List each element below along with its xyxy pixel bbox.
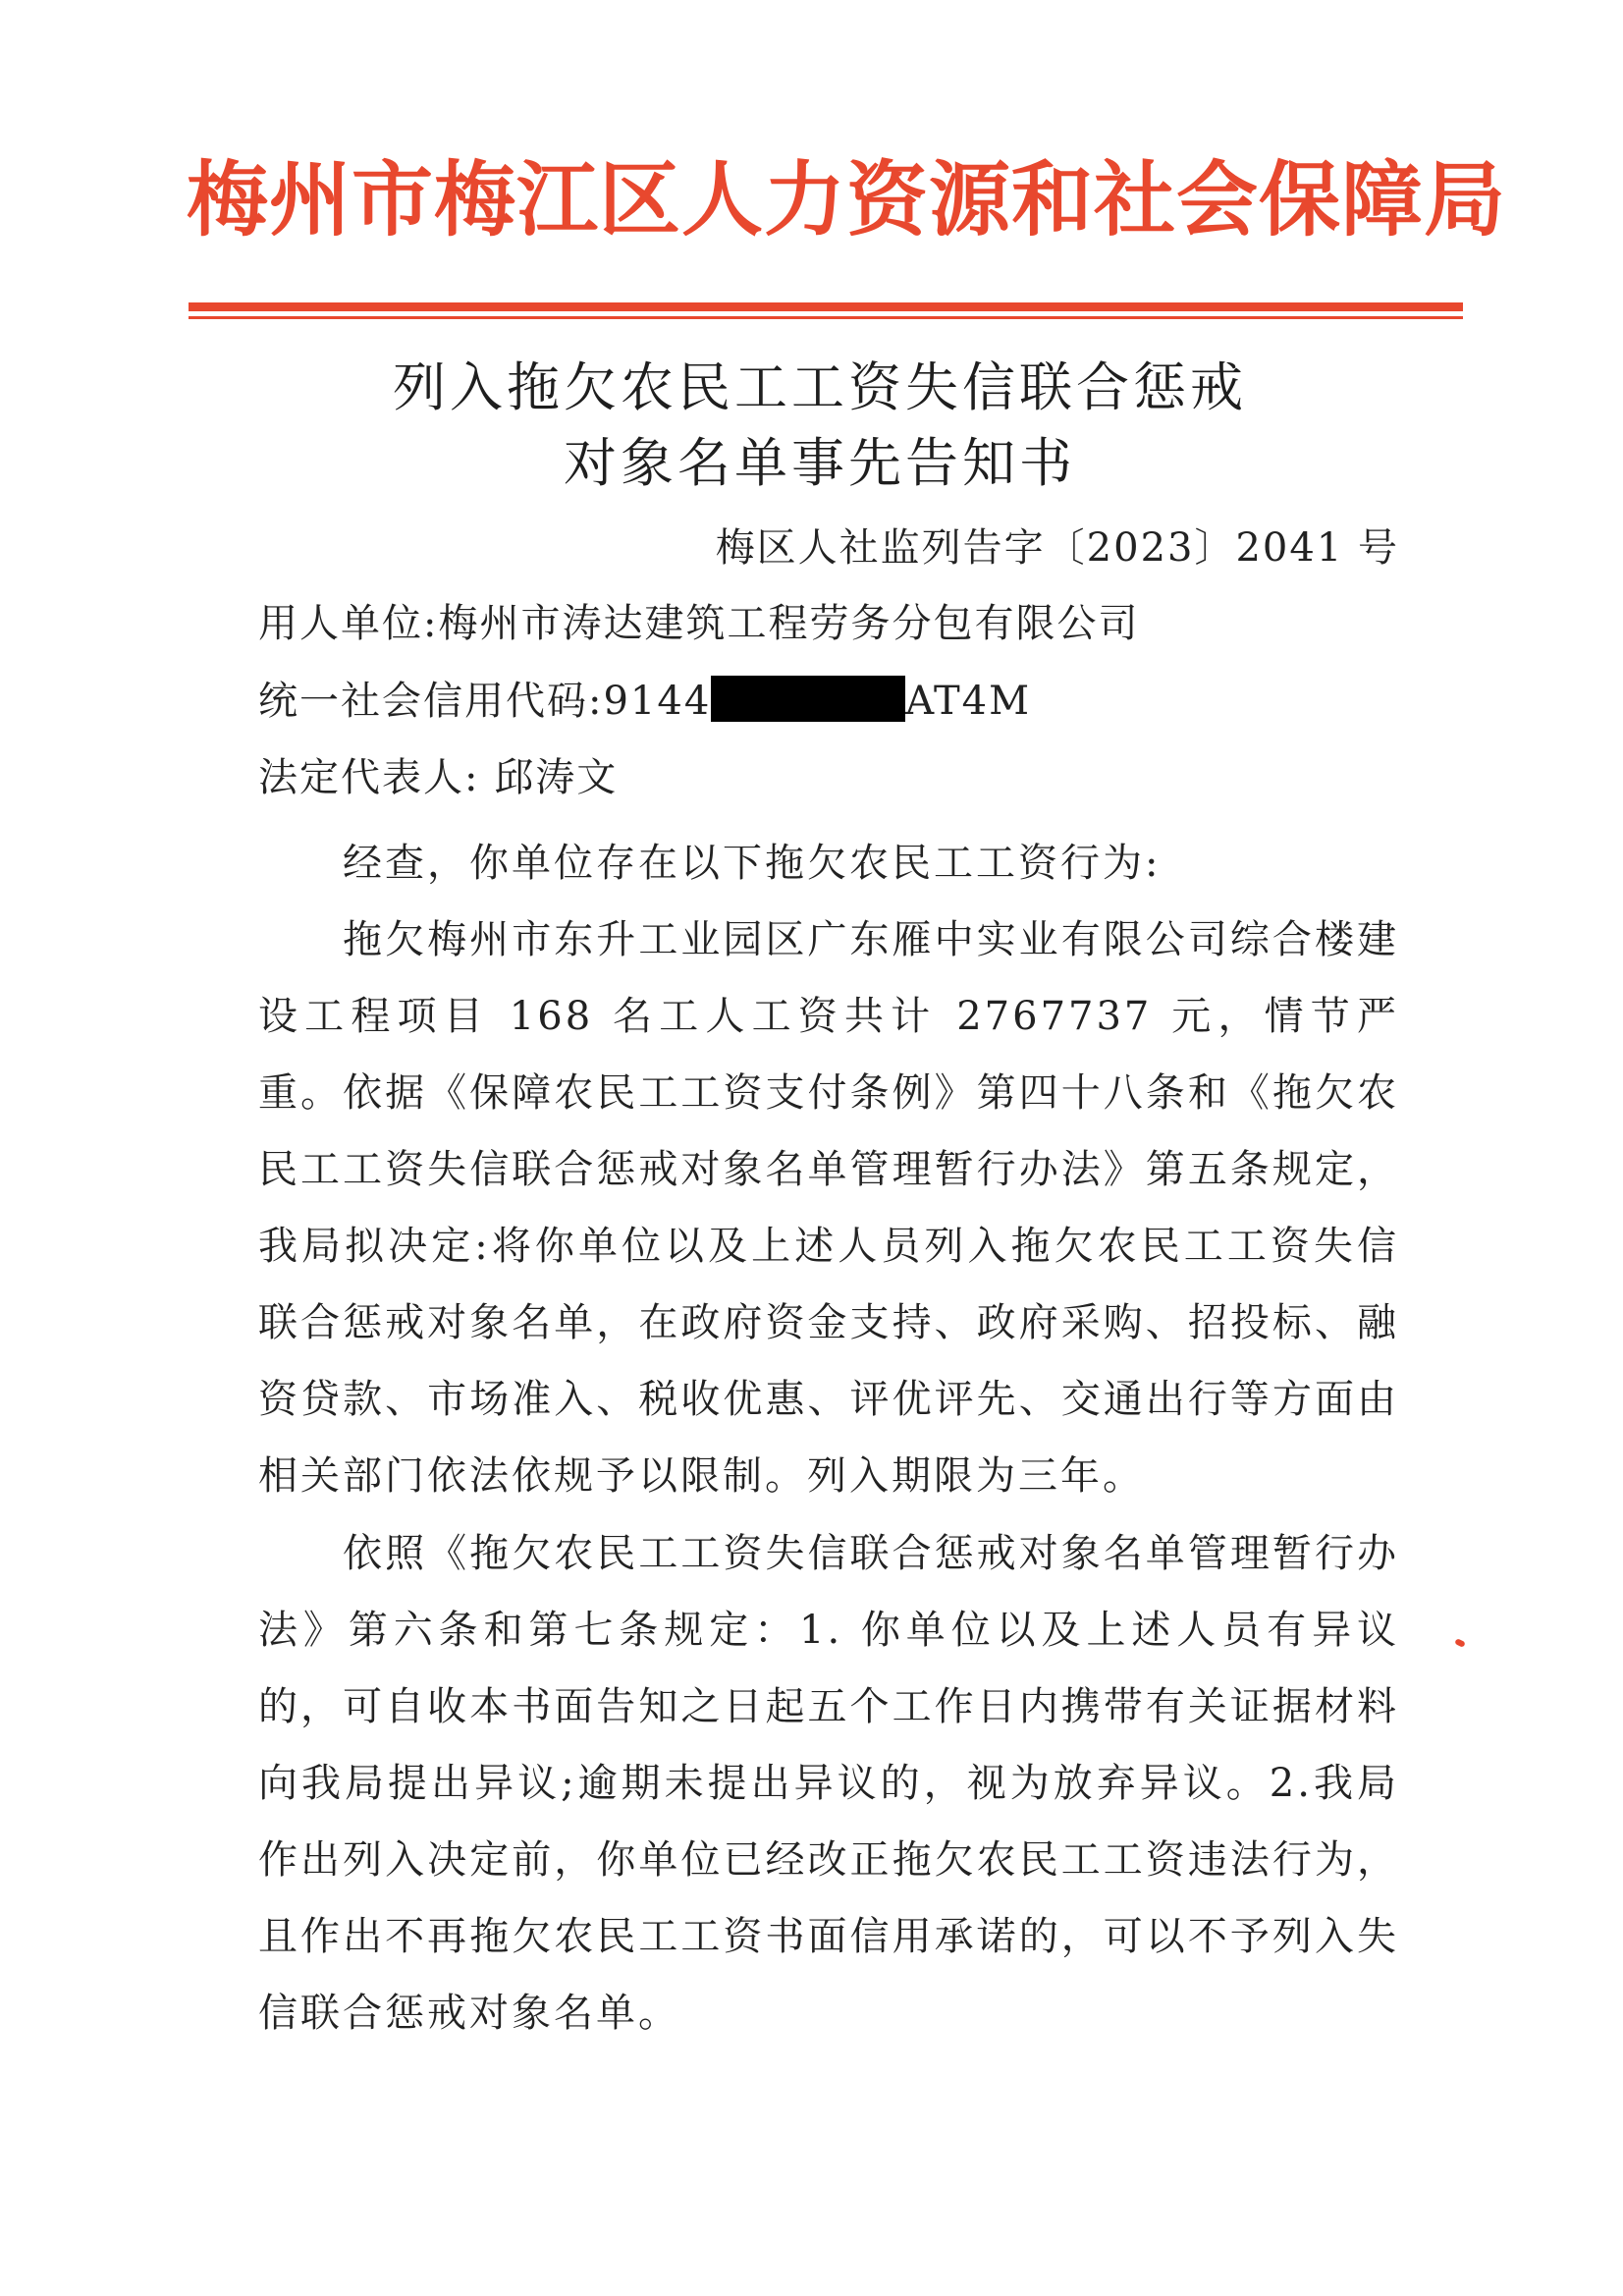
paragraph-legal-basis-decision (258, 1055, 1399, 1514)
legal-representative-label: 法定代表人: (258, 755, 480, 800)
document-title-line-2: 对象名单事先告知书 (564, 432, 1076, 494)
credit-code-suffix: AT4M (905, 679, 1032, 724)
stray-ink-mark (1454, 1638, 1466, 1648)
paragraph-arrears-details-text: 拖欠梅州市东升工业园区广东雁中实业有限公司综合楼建设工程项目 168 名工人工资共计 2767737 元，情节严重。 (258, 917, 1399, 1116)
document-title-line-1: 列入拖欠农民工工资失信联合惩戒 (393, 356, 1247, 418)
redaction-bar (711, 676, 905, 722)
document-number: 梅区人社监列告字〔2023〕2041 号 (715, 525, 1399, 571)
paragraph-findings-intro-text: 经查，你单位存在以下拖欠农民工工资行为: (343, 841, 1162, 886)
employer-label: 用人单位: (258, 601, 439, 646)
credit-code-line (258, 672, 1031, 731)
red-divider-thin (189, 316, 1463, 319)
paragraph-objection-rights (258, 1515, 1399, 2051)
credit-code-label: 统一社会信用代码: (258, 679, 604, 724)
paragraph-findings-intro (258, 825, 1399, 902)
credit-code-prefix: 9144 (603, 679, 712, 724)
paragraph-objection-rights-text: 依照《拖欠农民工工资失信联合惩戒对象名单管理暂行办法》第六条和第七条规定：1. 你单位以及上述人员有异议的，可自收本书面告知之日起五个工作日内携带有关证据材料向我局提出异议;逾期未提出异议的，视为放弃异议。2.我局作出列入决定前，你单位已经改正拖欠农民工工资违法行为，且作出不再拖欠农民工工资书面信用承诺的，可以不予列入失信联合惩戒对象名单。 (258, 1531, 1399, 2036)
legal-representative-value: 邱涛文 (494, 755, 619, 800)
red-divider-thick (189, 302, 1463, 311)
legal-representative-line (258, 748, 618, 807)
paragraph-legal-basis-decision-text: 依据《保障农民工工资支付条例》第四十八条和《拖欠农民工工资失信联合惩戒对象名单管理暂行办法》第五条规定，我局拟决定:将你单位以及上述人员列入拖欠农民工工资失信联合惩戒对象名单，在政府资金支持、政府采购、招投标、融资贷款、市场准入、税收优惠、评优评先、交通出行等方面由相关部门依法依规予以限制。列入期限为三年。 (258, 1070, 1399, 1499)
employer-value: 梅州市涛达建筑工程劳务分包有限公司 (438, 601, 1140, 646)
issuing-authority-header: 梅州市梅江区人力资源和社会保障局 (187, 151, 1506, 247)
employer-line (258, 594, 1139, 653)
